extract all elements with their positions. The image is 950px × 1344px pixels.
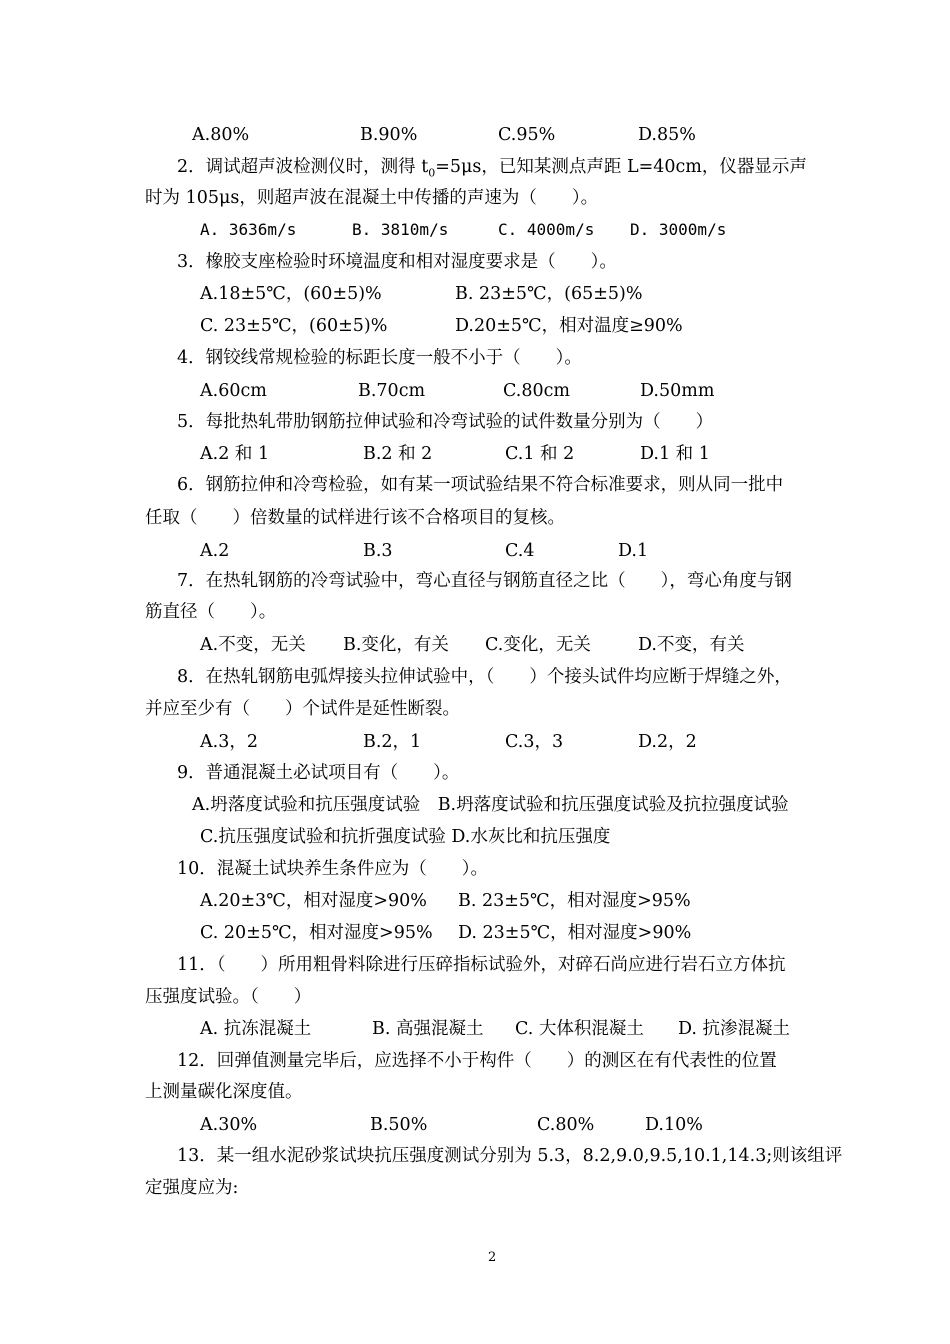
q8-stem-line2: 并应至少有（ ）个试件是延性断裂。 (145, 699, 460, 719)
q10-option-b: B. 23±5℃，相对湿度>95% (458, 891, 691, 911)
q10-option-a: A.20±3℃，相对湿度>90% (200, 891, 427, 911)
q2-option-a: A. 3636m/s (200, 220, 297, 239)
q5-option-c: C.1 和 2 (505, 444, 575, 464)
q2-stem-text-b: =5μs，已知某测点声距 L=40cm，仪器显示声 (435, 157, 807, 177)
q10-option-c: C. 20±5℃，相对湿度>95% (200, 923, 433, 943)
q6-option-d: D.1 (618, 541, 649, 561)
q11-option-b: B. 高强混凝土 (372, 1019, 484, 1039)
q11-stem-line1: 11．（ ）所用粗骨料除进行压碎指标试验外，对碎石尚应进行岩石立方体抗 (177, 955, 786, 975)
q4-option-c: C.80cm (503, 381, 570, 401)
q1-option-a: A.80% (192, 125, 250, 145)
q2-option-b: B. 3810m/s (352, 220, 449, 239)
q11-option-c: C. 大体积混凝土 (515, 1019, 644, 1039)
q13-stem-line2: 定强度应为: (145, 1178, 239, 1198)
q13-stem-line1: 13．某一组水泥砂浆试块抗压强度测试分别为 5.3，8.2,9.0,9.5,10.1,14.3;则该组评 (177, 1146, 843, 1166)
q3-option-b: B. 23±5℃，(65±5)% (455, 284, 643, 304)
q4-option-a: A.60cm (200, 381, 267, 401)
q2-stem-line1 (177, 155, 807, 186)
q7-option-a: A.不变，无关 (200, 635, 306, 655)
q12-option-a: A.30% (200, 1115, 258, 1135)
page-number: 2 (488, 1250, 497, 1265)
q7-stem-line1: 7．在热轧钢筋的冷弯试验中，弯心直径与钢筋直径之比（ ），弯心角度与钢 (177, 571, 792, 591)
q2-stem-line2: 时为 105μs，则超声波在混凝土中传播的声速为（ ）。 (145, 188, 599, 208)
q1-option-b: B.90% (360, 125, 418, 145)
q11-option-d: D. 抗渗混凝土 (678, 1019, 791, 1039)
q7-option-d: D.不变，有关 (638, 635, 745, 655)
q7-option-c: C.变化，无关 (485, 635, 591, 655)
q12-stem-line1: 12．回弹值测量完毕后，应选择不小于构件（ ）的测区在有代表性的位置 (177, 1051, 777, 1071)
q5-option-a: A.2 和 1 (200, 444, 270, 464)
q12-option-d: D.10% (645, 1115, 703, 1135)
q10-stem: 10．混凝土试块养生条件应为（ ）。 (177, 859, 489, 879)
q8-option-d: D.2，2 (638, 732, 697, 752)
q2-stem-subscript: 0 (428, 166, 436, 180)
q6-stem-line1: 6．钢筋拉伸和冷弯检验，如有某一项试验结果不符合标准要求，则从同一批中 (177, 475, 784, 495)
q12-option-b: B.50% (370, 1115, 428, 1135)
q9-stem: 9．普通混凝土必试项目有（ ）。 (177, 763, 460, 783)
q2-option-c: C. 4000m/s (498, 220, 595, 239)
q1-option-d: D.85% (638, 125, 696, 145)
q8-stem-line1: 8．在热轧钢筋电弧焊接头拉伸试验中，（ ）个接头试件均应断于焊缝之外， (177, 667, 792, 687)
q3-option-c: C. 23±5℃，(60±5)% (200, 316, 388, 336)
q11-stem-line2: 压强度试验。（ ） (145, 987, 312, 1007)
q2-stem-text-a: 2．调试超声波检测仪时，测得 t (177, 157, 429, 177)
q5-option-b: B.2 和 2 (363, 444, 433, 464)
q10-option-d: D. 23±5℃，相对湿度>90% (458, 923, 692, 943)
q11-option-a: A. 抗冻混凝土 (200, 1019, 312, 1039)
q8-option-c: C.3，3 (505, 732, 564, 752)
q1-option-c: C.95% (498, 125, 556, 145)
q7-stem-line2: 筋直径（ ）。 (145, 602, 277, 622)
q4-stem: 4．钢铰线常规检验的标距长度一般不小于（ ）。 (177, 348, 582, 368)
q2-option-d: D. 3000m/s (630, 220, 727, 239)
q8-option-b: B.2，1 (363, 732, 422, 752)
q4-option-b: B.70cm (358, 381, 426, 401)
q4-option-d: D.50mm (640, 381, 715, 401)
q8-option-a: A.3，2 (200, 732, 258, 752)
q12-option-c: C.80% (537, 1115, 595, 1135)
q9-options-line1: A.坍落度试验和抗压强度试验 B.坍落度试验和抗压强度试验及抗拉强度试验 (192, 795, 789, 815)
q5-option-d: D.1 和 1 (640, 444, 710, 464)
q6-stem-line2: 任取（ ）倍数量的试样进行该不合格项目的复核。 (145, 508, 565, 528)
q3-stem: 3．橡胶支座检验时环境温度和相对湿度要求是（ ）。 (177, 252, 617, 272)
q7-option-b: B.变化，有关 (343, 635, 449, 655)
q3-option-d: D.20±5℃，相对温度≥90% (455, 316, 683, 336)
q3-option-a: A.18±5℃，(60±5)% (200, 284, 382, 304)
q6-option-a: A.2 (200, 541, 230, 561)
q12-stem-line2: 上测量碳化深度值。 (145, 1082, 303, 1102)
q5-stem: 5．每批热轧带肋钢筋拉伸试验和冷弯试验的试件数量分别为（ ） (177, 412, 714, 432)
q6-option-b: B.3 (363, 541, 393, 561)
q6-option-c: C.4 (505, 541, 535, 561)
q9-options-line2: C.抗压强度试验和抗折强度试验 D.水灰比和抗压强度 (200, 827, 611, 847)
